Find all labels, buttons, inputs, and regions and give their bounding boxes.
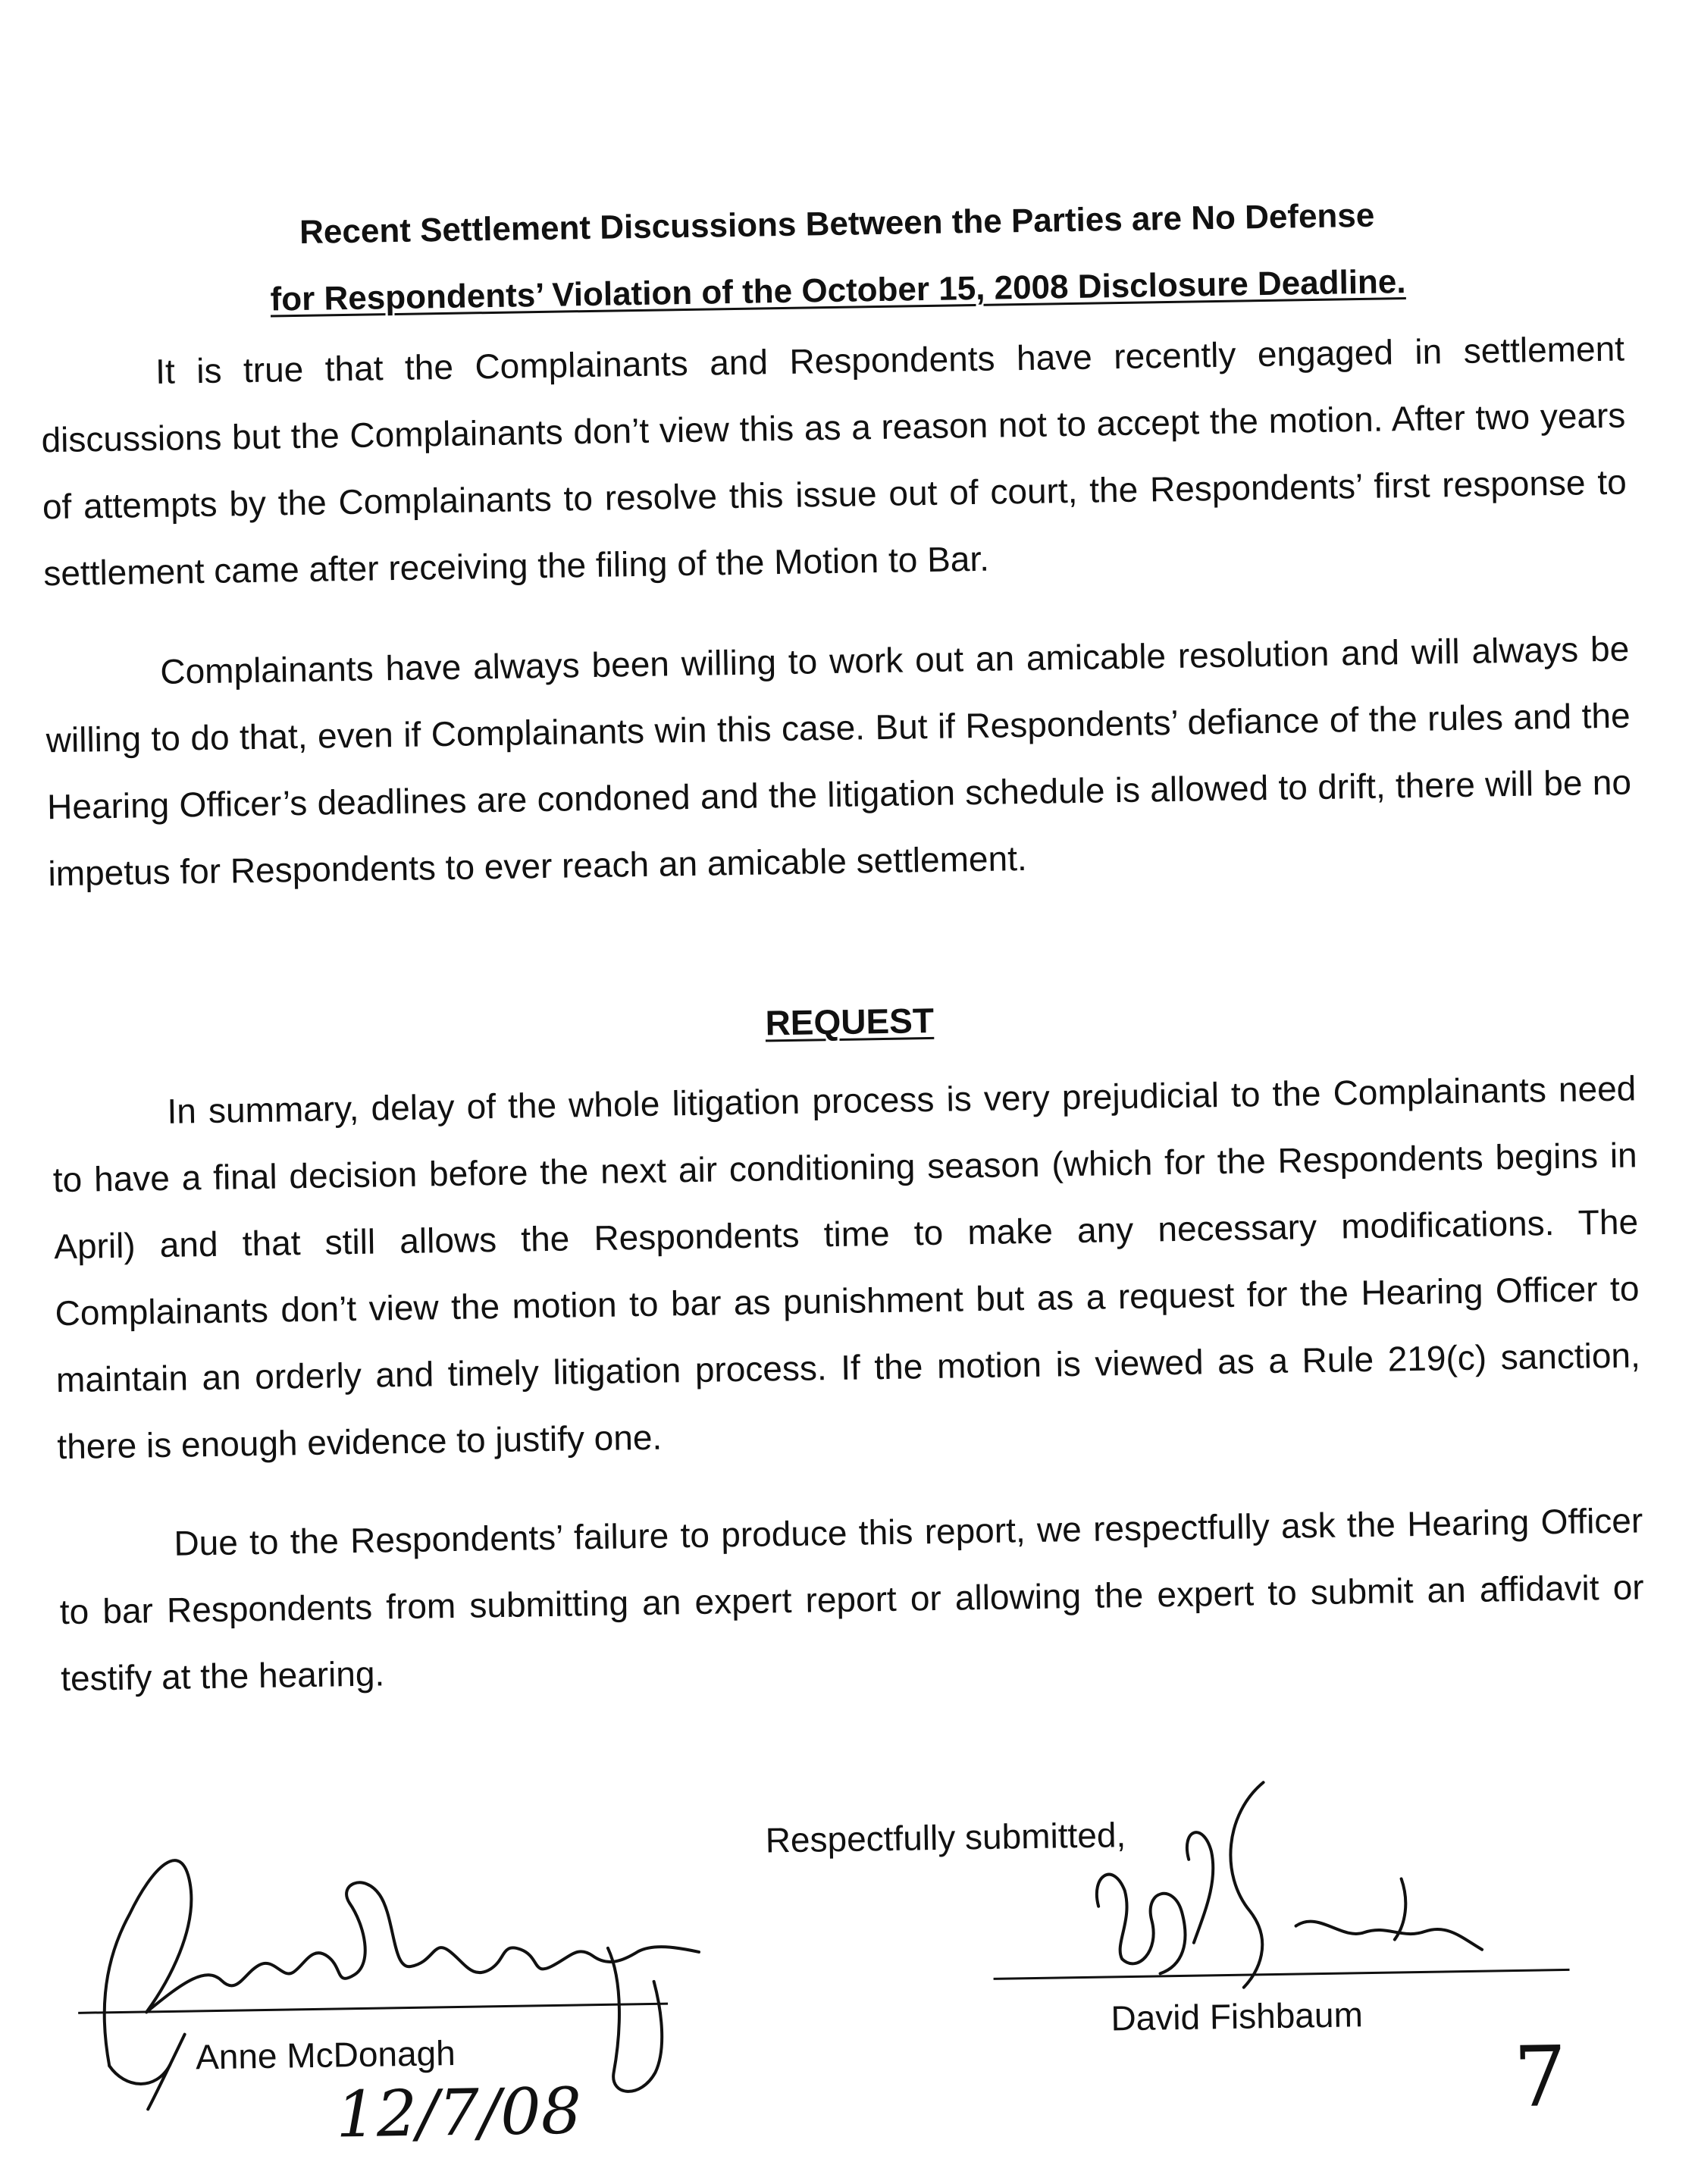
paragraph-settlement-text: It is true that the Complainants and Respondents have recently engaged in settlement discussions but the Complainants don’t view this as a reason not to accept the motion. After two years of attempts by the Complainants to resolve this issue out of court, the Respondents’ first response to settlement came after receiving the filing of the Motion to Bar.	[41, 328, 1628, 594]
left-signer-date: 12/7/08	[335, 2073, 582, 2152]
request-heading-text: REQUEST	[765, 1000, 935, 1043]
paragraph-amicable-text: Complainants have always been willing to work out an amicable resolution and will always be willing to do that, even if Complainants win this case. But if Respondents’ defiance of the rules and the Hearing Officer’s deadlines are condoned and the litigation schedule is allowed to drift, there will be no impetus for Respondents to ever reach an amicable settlement.	[45, 628, 1632, 894]
paragraph-summary	[52, 1054, 1642, 1480]
paragraph-request	[58, 1487, 1646, 1712]
section-heading-line2	[0, 256, 1687, 325]
right-signature	[1066, 1764, 1494, 1998]
paragraph-summary-text: In summary, delay of the whole litigation process is very prejudicial to the Complainants need to have a final decision before the next air conditioning season (which for the Respondents begins in April) and that still allows the Respondents time to make any necessary modifications. The Complainants don’t view the motion to bar as punishment but as a request for the Hearing Officer to maintain an orderly and timely litigation process. If the motion is viewed as a Rule 219(c) sanction, there is enough evidence to justify one.	[52, 1068, 1641, 1467]
paragraph-amicable	[45, 615, 1633, 907]
paragraph-request-text: Due to the Respondents’ failure to produce this report, we respectfully ask the Hearing Officer to bar Respondents from submitting an expert report or allowing the expert to submit an affidavit or testify at the hearing.	[59, 1500, 1645, 1699]
paragraph-settlement	[39, 315, 1628, 607]
closing-text: Respectfully submitted,	[765, 1815, 1126, 1860]
request-heading	[0, 987, 1698, 1056]
section-heading-line1: Recent Settlement Discussions Between the Parties are No Defense	[299, 196, 1375, 251]
right-signer-name: David Fishbaum	[1111, 1994, 1364, 2038]
section-heading-line2-text: for Respondents’ Violation of the October 15, 2008 Disclosure Deadline.	[270, 263, 1406, 318]
page-number: 7	[1512, 2028, 1568, 2126]
left-signer-name: Anne McDonagh	[195, 2033, 456, 2077]
